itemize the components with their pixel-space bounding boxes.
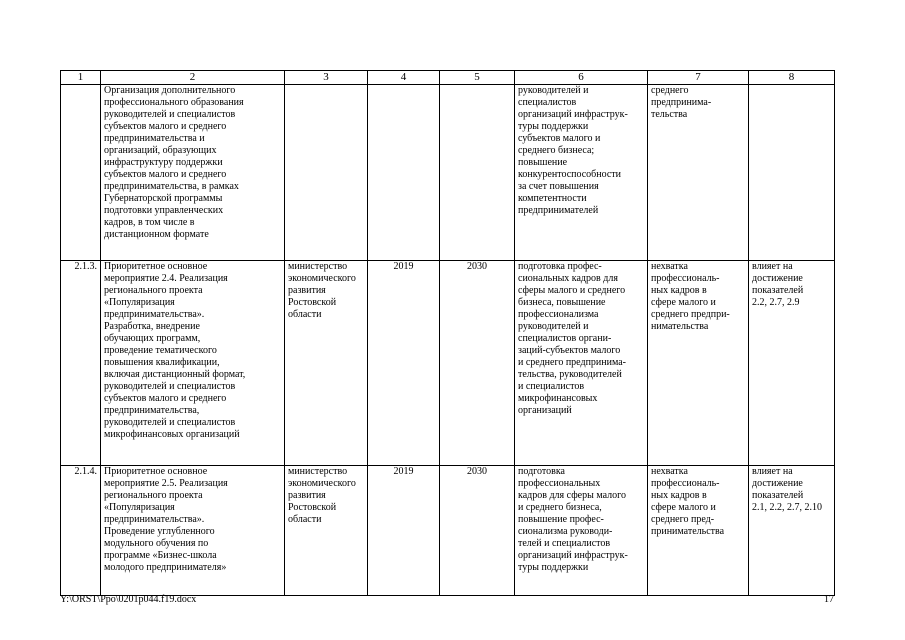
- indicator-link: [749, 466, 835, 596]
- cell-line: включая дистанционный формат,: [104, 369, 246, 380]
- cell-line: организаций инфраструк-: [518, 109, 628, 120]
- cell-line: сферы малого и среднего: [518, 285, 626, 296]
- file-path: Y:\ORST\Ppo\0201p044.f19.docx: [60, 594, 197, 605]
- cell-line: принимательства: [651, 526, 725, 537]
- header-cell-5: 5: [440, 71, 515, 85]
- cell-line: субъектов малого и среднего: [104, 393, 227, 404]
- cell-line: среднего: [651, 85, 689, 96]
- cell-line: Ростовской: [288, 502, 337, 513]
- cell-line: регионального проекта: [104, 285, 203, 296]
- cell-line: министерство: [288, 261, 348, 272]
- end-year: 2030: [440, 466, 515, 596]
- cell-line: подготовка: [518, 466, 565, 477]
- page-number: 17: [824, 594, 834, 605]
- cell-line: области: [288, 309, 322, 320]
- cell-line: заций-субъектов малого: [518, 345, 621, 356]
- cell-line: Губернаторской программы: [104, 193, 223, 204]
- cell-line: нехватка: [651, 261, 688, 272]
- cell-line: профессиональных: [518, 478, 601, 489]
- cell-line: мероприятие 2.5. Реализация: [104, 478, 228, 489]
- cell-line: среднего пред-: [651, 514, 715, 525]
- cell-line: туры поддержки: [518, 562, 589, 573]
- cell-line: «Популяризация: [104, 502, 175, 513]
- cell-line: бизнеса, повышение: [518, 297, 606, 308]
- cell-line: за счет повышения: [518, 181, 599, 192]
- header-cell-7: 7: [648, 71, 749, 85]
- cell-line: Ростовской: [288, 297, 337, 308]
- cell-line: развития: [288, 490, 326, 501]
- cell-line: тельства: [651, 109, 688, 120]
- start-year: [368, 85, 440, 261]
- cell-line: Приоритетное основное: [104, 261, 208, 272]
- cell-line: влияет на: [752, 466, 793, 477]
- header-cell-6: 6: [515, 71, 648, 85]
- cell-line: профессионализма: [518, 309, 599, 320]
- cell-line: кадров для сферы малого: [518, 490, 626, 501]
- cell-line: руководителей и: [518, 321, 589, 332]
- responsible-executor: [285, 85, 368, 261]
- responsible-executor: [285, 261, 368, 466]
- cell-line: организаций, образующих: [104, 145, 217, 156]
- end-year: 2030: [440, 261, 515, 466]
- cell-line: предпринимательства, в рамках: [104, 181, 239, 192]
- cell-line: повышение профес-: [518, 514, 604, 525]
- cell-line: туры поддержки: [518, 121, 589, 132]
- expected-result: [515, 466, 648, 596]
- table-row: [61, 261, 835, 466]
- cell-line: и среднего предпринима-: [518, 357, 627, 368]
- cell-line: и среднего бизнеса,: [518, 502, 602, 513]
- cell-line: предпринимательства,: [104, 405, 200, 416]
- cell-line: тельства, руководителей: [518, 369, 622, 380]
- cell-line: руководителей и специалистов: [104, 381, 236, 392]
- header-cell-1: 1: [61, 71, 101, 85]
- cell-line: молодого предпринимателя»: [104, 562, 227, 573]
- start-year: 2019: [368, 261, 440, 466]
- consequences: [648, 261, 749, 466]
- measures-table: [60, 70, 835, 596]
- cell-line: субъектов малого и среднего: [104, 121, 227, 132]
- header-row: [61, 71, 835, 85]
- cell-line: 2.1, 2.2, 2.7, 2.10: [752, 502, 822, 513]
- cell-line: Приоритетное основное: [104, 466, 208, 477]
- cell-line: руководителей и: [518, 85, 589, 96]
- cell-line: ных кадров в: [651, 285, 707, 296]
- cell-line: экономического: [288, 273, 356, 284]
- cell-line: Организация дополнительного: [104, 85, 236, 96]
- cell-line: подготовка профес-: [518, 261, 602, 272]
- measure-name: [101, 261, 285, 466]
- cell-line: среднего предпри-: [651, 309, 730, 320]
- cell-line: подготовки управленческих: [104, 205, 224, 216]
- cell-line: специалистов органи-: [518, 333, 612, 344]
- cell-line: министерство: [288, 466, 348, 477]
- cell-line: области: [288, 514, 322, 525]
- cell-line: мероприятие 2.4. Реализация: [104, 273, 228, 284]
- expected-result: [515, 85, 648, 261]
- cell-line: и специалистов: [518, 381, 585, 392]
- cell-line: профессиональ-: [651, 478, 720, 489]
- cell-line: субъектов малого и: [518, 133, 601, 144]
- expected-result: [515, 261, 648, 466]
- cell-line: субъектов малого и среднего: [104, 169, 227, 180]
- indicator-link: [749, 85, 835, 261]
- cell-line: предпринимательства и: [104, 133, 205, 144]
- cell-line: нехватка: [651, 466, 688, 477]
- cell-line: предпринимателей: [518, 205, 599, 216]
- cell-line: обучающих программ,: [104, 333, 201, 344]
- cell-line: влияет на: [752, 261, 793, 272]
- cell-line: показателей: [752, 285, 804, 296]
- cell-line: программе «Бизнес-школа: [104, 550, 217, 561]
- cell-line: достижение: [752, 273, 803, 284]
- cell-line: телей и специалистов: [518, 538, 611, 549]
- consequences: [648, 85, 749, 261]
- cell-line: микрофинансовых: [518, 393, 598, 404]
- cell-line: «Популяризация: [104, 297, 175, 308]
- cell-line: профессиональ-: [651, 273, 720, 284]
- cell-line: руководителей и специалистов: [104, 417, 236, 428]
- cell-line: конкурентоспособности: [518, 169, 622, 180]
- cell-line: предпринима-: [651, 97, 712, 108]
- header-cell-8: 8: [749, 71, 835, 85]
- cell-line: проведение тематического: [104, 345, 217, 356]
- cell-line: предпринимательства».: [104, 309, 205, 320]
- cell-line: среднего бизнеса;: [518, 145, 595, 156]
- cell-line: сфере малого и: [651, 502, 716, 513]
- cell-line: профессионального образования: [104, 97, 244, 108]
- table-body: [61, 85, 835, 596]
- cell-line: достижение: [752, 478, 803, 489]
- cell-line: ных кадров в: [651, 490, 707, 501]
- cell-line: сфере малого и: [651, 297, 716, 308]
- table-row: [61, 85, 835, 261]
- cell-line: сионализма руководи-: [518, 526, 613, 537]
- cell-line: компетентности: [518, 193, 587, 204]
- cell-line: экономического: [288, 478, 356, 489]
- row-number: 2.1.3.: [61, 261, 101, 466]
- end-year: [440, 85, 515, 261]
- consequences: [648, 466, 749, 596]
- cell-line: Разработка, внедрение: [104, 321, 200, 332]
- cell-line: развития: [288, 285, 326, 296]
- cell-line: нимательства: [651, 321, 709, 332]
- cell-line: организаций инфраструк-: [518, 550, 628, 561]
- header-cell-3: 3: [285, 71, 368, 85]
- cell-line: 2.2, 2.7, 2.9: [752, 297, 800, 308]
- cell-line: дистанционном формате: [104, 229, 209, 240]
- cell-line: показателей: [752, 490, 804, 501]
- header-cell-4: 4: [368, 71, 440, 85]
- row-number: [61, 85, 101, 261]
- cell-line: повышение: [518, 157, 568, 168]
- row-number: 2.1.4.: [61, 466, 101, 596]
- start-year: 2019: [368, 466, 440, 596]
- cell-line: инфраструктуру поддержки: [104, 157, 223, 168]
- cell-line: организаций: [518, 405, 572, 416]
- cell-line: Проведение углубленного: [104, 526, 215, 537]
- measure-name: [101, 85, 285, 261]
- header-cell-2: 2: [101, 71, 285, 85]
- cell-line: повышения квалификации,: [104, 357, 220, 368]
- cell-line: сиональных кадров для: [518, 273, 618, 284]
- cell-line: регионального проекта: [104, 490, 203, 501]
- indicator-link: [749, 261, 835, 466]
- responsible-executor: [285, 466, 368, 596]
- cell-line: предпринимательства».: [104, 514, 205, 525]
- cell-line: руководителей и специалистов: [104, 109, 236, 120]
- cell-line: специалистов: [518, 97, 577, 108]
- table-row: [61, 466, 835, 596]
- cell-line: модульного обучения по: [104, 538, 209, 549]
- measure-name: [101, 466, 285, 596]
- cell-line: кадров, в том числе в: [104, 217, 195, 228]
- cell-line: микрофинансовых организаций: [104, 429, 240, 440]
